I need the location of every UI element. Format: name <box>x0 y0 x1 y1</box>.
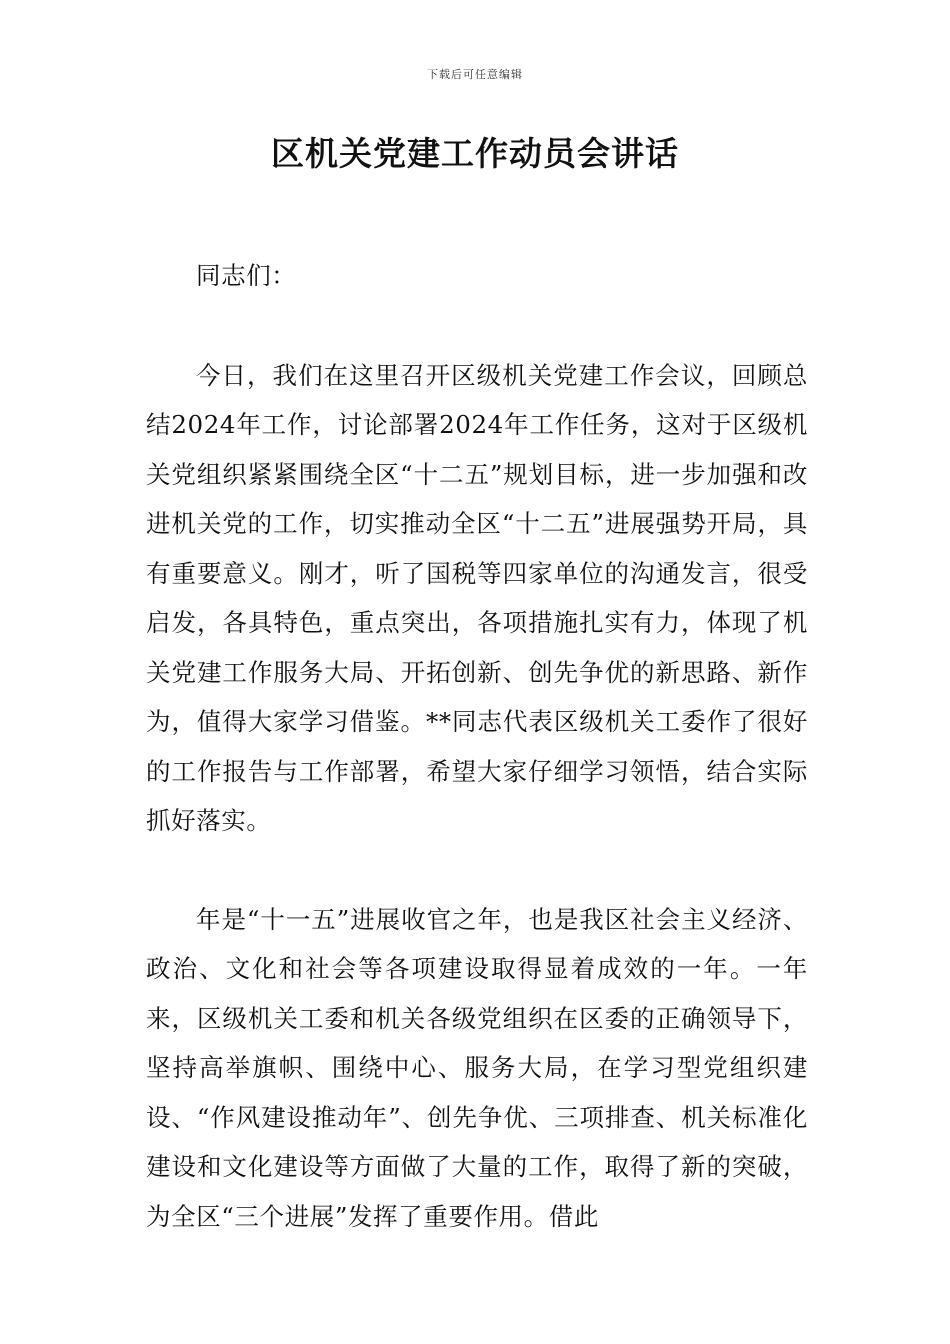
paragraph-opening: 今日，我们在这里召开区级机关党建工作会议，回顾总结2024年工作，讨论部署2024年工作任务，这对于区级机关党组织紧紧围绕全区“十二五”规划目标，进一步加强和改进机关党的工作，切实推动全区“十二五”进展强势开局，具有重要意义。刚才，听了国税等四家单位的沟通发言，很受启发，各具特色，重点突出，各项措施扎实有力，体现了机关党建工作服务大局、开拓创新、创先争优的新思路、新作为，值得大家学习借鉴。**同志代表区级机关工委作了很好的工作报告与工作部署，希望大家仔细学习领悟，结合实际抓好落实。 <box>146 360 808 835</box>
header-note: 下载后可任意编辑 <box>427 68 523 81</box>
salutation: 同志们： <box>196 260 297 290</box>
paragraph-review: 年是“十一五”进展收官之年，也是我区社会主义经济、政治、文化和社会等各项建设取得显着成效的一年。一年来，区级机关工委和机关各级党组织在区委的正确领导下，坚持高举旗帜、围绕中心、服务大局，在学习型党组织建设、“作风建设推动年”、创先争优、三项排查、机关标准化建设和文化建设等方面做了大量的工作，取得了新的突破，为全区“三个进展”发挥了重要作用。借此 <box>146 904 808 1231</box>
document-title: 区机关党建工作动员会讲话 <box>271 134 679 173</box>
